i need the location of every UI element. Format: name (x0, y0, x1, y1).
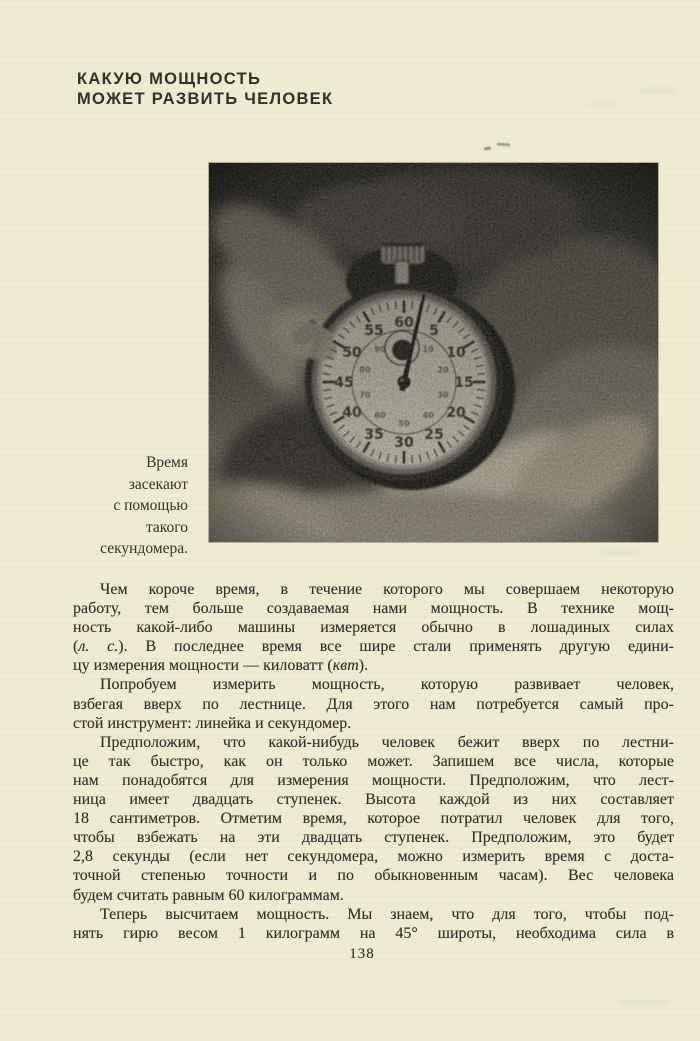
pen-mark (484, 147, 491, 151)
text-line: стой инструмент: линейка и секундомер. (73, 714, 352, 732)
bleed-artifact (640, 88, 674, 94)
caption-line: Время (146, 454, 188, 471)
caption-line: такого (145, 518, 188, 536)
text-line: Теперь высчитаем мощность. Мы знаем, что для того, чтобы под- (100, 905, 674, 923)
text-line: (л. с.). В последнее время все шире стали применять другую едини- (73, 638, 675, 656)
text-line: взбегая вверх по лестнице. Для этого нам потребуется самый про- (73, 695, 674, 713)
text-line: ность какой-либо машины измеряется обычно в лошадиных силах (73, 619, 674, 637)
text-line: нам понадобятся для измерения мощности. Предположим, что лест- (73, 771, 674, 789)
text-line: Предположим, что какой-нибудь человек бежит вверх по лестни- (100, 733, 674, 751)
text-line: работу, тем больше создаваемая нами мощность. В технике мощ- (73, 600, 674, 618)
stopwatch-photo (209, 163, 658, 542)
paragraph (73, 580, 674, 675)
body-text (73, 580, 674, 943)
text-line: нять гирю весом 1 килограмм на 45° широты, необходима сила в (73, 924, 674, 942)
figure-caption (70, 452, 188, 560)
bleed-artifact (600, 548, 640, 555)
caption-line: секундомера. (100, 540, 188, 558)
text-line: 18 сантиметров. Отметим время, которое потратил человек для того, (73, 810, 674, 828)
text-line: ница имеет двадцать ступенек. Высота каждой из них составляет (73, 791, 674, 809)
text-line: будем считать равным 60 килограммам. (73, 886, 344, 904)
caption-line: засекают (128, 475, 188, 493)
page-title (77, 70, 333, 109)
text-line: 2,8 секунды (если нет секундомера, можно измерить время с доста- (73, 848, 674, 866)
paragraph (73, 675, 674, 732)
page-number: 138 (349, 946, 375, 962)
text-line: Попробуем измерить мощность, которую развивает человек, (100, 676, 674, 694)
text-line: це так быстро, как он только может. Запишем все числа, которые (73, 752, 674, 770)
paragraph (73, 733, 674, 905)
text-line: чтобы взбежать на эти двадцать ступенек. Предположим, это будет (73, 829, 674, 847)
pen-mark (497, 143, 510, 147)
bleed-artifact (588, 101, 614, 106)
text-line: точной степенью точности и по обыкновенным часам). Вес человека (73, 867, 674, 885)
stopwatch-photo-art (209, 163, 658, 542)
page-title-line-2: МОЖЕТ РАЗВИТЬ ЧЕЛОВЕК (77, 89, 334, 108)
paragraph (73, 905, 674, 943)
bleed-artifact (618, 999, 670, 1006)
caption-line: с помощью (113, 497, 188, 515)
text-line: Чем короче время, в течение которого мы совершаем некоторую (100, 581, 674, 598)
text-line: цу измерения мощности — киловатт (квт). (73, 657, 369, 675)
page-title-line-1: КАКУЮ МОЩНОСТЬ (77, 70, 262, 88)
photo-vignette (209, 163, 658, 542)
